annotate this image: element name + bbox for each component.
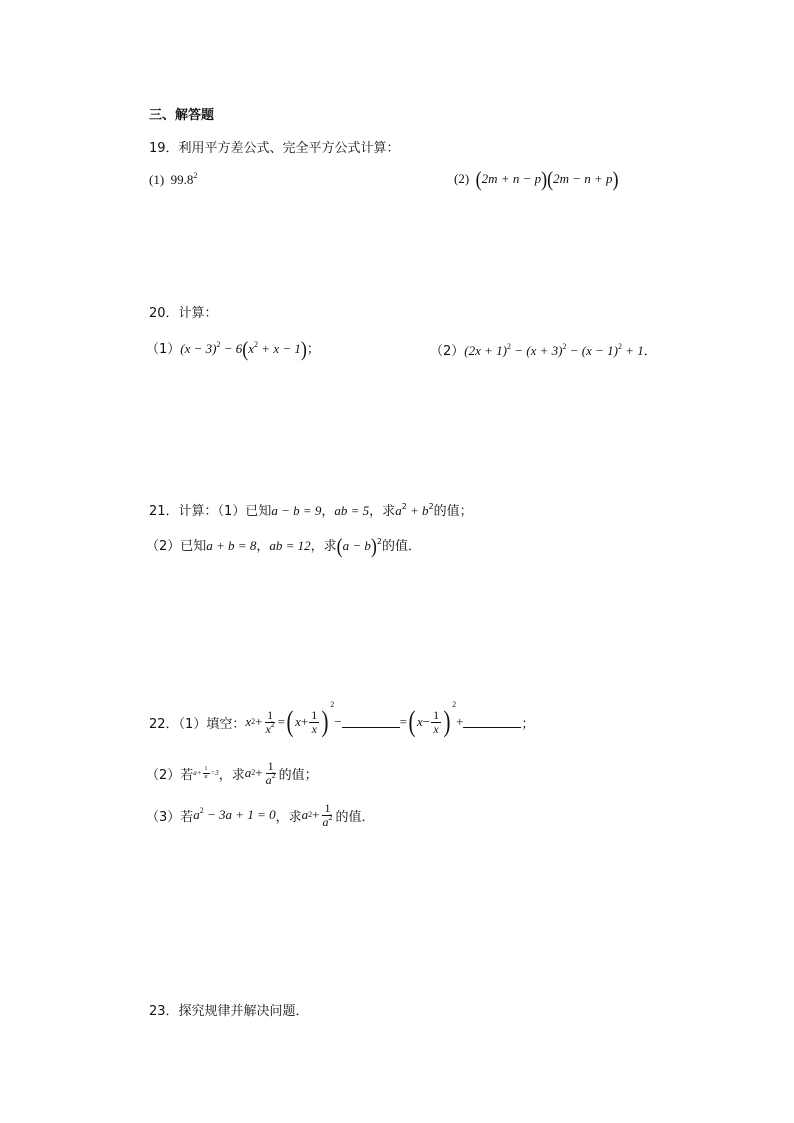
q19-part2: (2) (2m + n − p)(2m − n + p) — [454, 167, 619, 191]
fraction: $\frac{1}{x^2}$ — [265, 707, 275, 736]
answer-blank-2[interactable] — [463, 717, 521, 728]
q20-part2: $(2)(2x + 1)^2 - (x + 3)^2 - (x - 1)^2 + 1$． — [430, 342, 657, 359]
q23-stem: 23．探究规律并解决问题． — [149, 1004, 309, 1019]
answer-blank-1[interactable] — [342, 717, 400, 728]
q21-part1: 21．计算：（1）已知a − b = 9，ab = 5，求$a^2 + b^2$的值； — [149, 502, 473, 519]
q20-part1: $(1)(x - 3)^2 - 6(x^2 + x - 1)$； — [146, 337, 320, 361]
q19-part1: (1) 99.8$^2$ — [149, 171, 198, 187]
q22-part3: （3）若 $a^2 - 3a + 1 = 0$ ，求 a 2 + $\frac{1}{a^2}$ 的值． — [146, 800, 375, 829]
q20-stem: 20．计算： — [149, 306, 218, 321]
fraction: $\frac{1}{x}$ — [433, 707, 440, 736]
fraction: $\frac{1}{x}$ — [311, 707, 318, 736]
q19-stem: 19．利用平方差公式、完全平方公式计算： — [149, 141, 400, 156]
q22-part2: （2）若 a+ $\frac{1}{a}$ =3 ，求 a 2 + $\frac{1}{a^2}$ 的值； — [146, 758, 318, 787]
q22-part1: 22．（1）填空： x 2 + $\frac{1}{x^2}$ = ( x + $\frac{1}{x}$ ) 2 − = ( x − $\frac{1}{x}$ ) 2 + ； — [149, 699, 535, 738]
q21-part2: （2）已知a + b = 8，ab = 12，求$(a - b)^2$的值． — [146, 534, 422, 558]
section-title: 三、解答题 — [149, 108, 215, 123]
